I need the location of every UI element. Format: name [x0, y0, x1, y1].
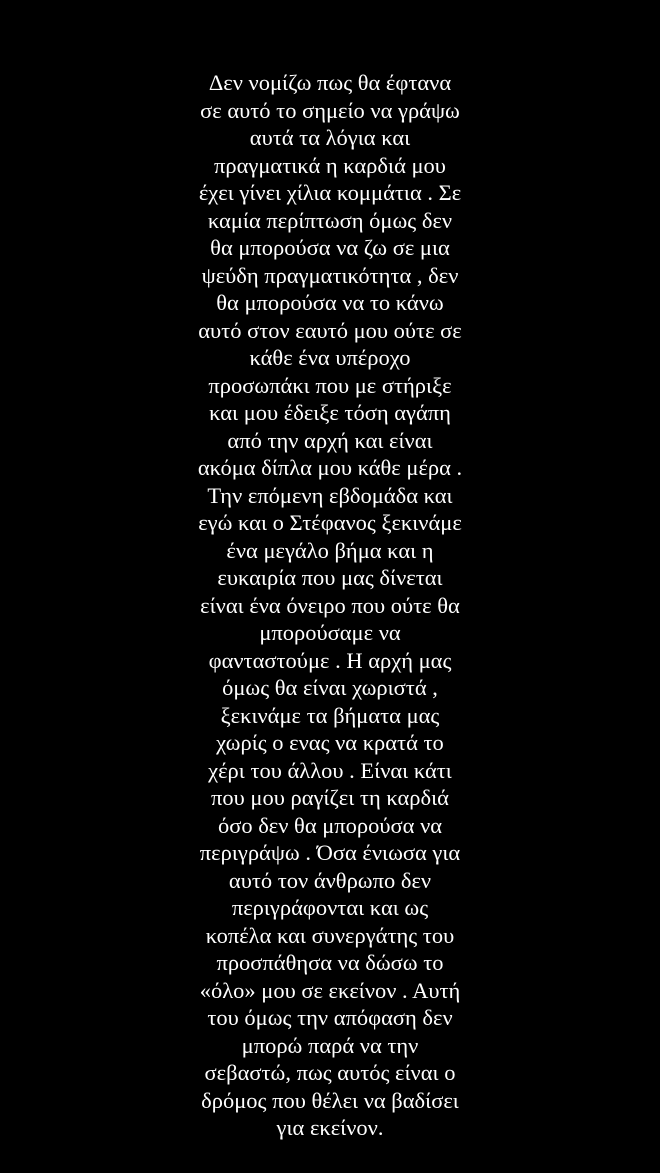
story-text-block [175, 69, 485, 1142]
story-line-14: από την αρχή και είναι [227, 427, 433, 453]
story-line-8: ψεύδη πραγματικότητα , δεν [201, 262, 459, 288]
story-line-24: ξεκινάμε τα βήματα μας [220, 702, 440, 728]
story-line-10: αυτό στον εαυτό μου ούτε σε [198, 317, 462, 343]
story-line-3: αυτά τα λόγια και [249, 125, 411, 150]
story-line-15: ακόμα δίπλα μου κάθε μέρα . [197, 455, 463, 480]
story-line-27: που μου ραγίζει τη καρδιά [211, 785, 449, 810]
story-line-20: είναι ένα όνειρο που ούτε θα [200, 592, 460, 618]
story-line-16: Την επόμενη εβδομάδα και [207, 482, 453, 508]
story-line-18: ένα μεγάλο βήμα και η [226, 537, 434, 563]
story-line-12: προσωπάκι που με στήριξε [208, 372, 452, 398]
story-line-39: για εκείνον. [276, 1115, 384, 1140]
story-line-13: και μου έδειξε τόση αγάπη [209, 400, 451, 425]
story-line-17: εγώ και ο Στέφανος ξεκινάμε [198, 510, 462, 535]
story-line-9: θα μπορούσα να το κάνω [216, 290, 444, 315]
story-line-22: φανταστούμε . Η αρχή μας [208, 647, 452, 673]
story-line-33: προσπάθησα να δώσω το [216, 950, 444, 975]
story-line-31: περιγράφονται και ως [231, 895, 429, 920]
story-line-29: περιγράψω . Όσα ένιωσα για [199, 840, 461, 865]
story-line-2: σε αυτό το σημείο να γράψω [200, 97, 460, 123]
story-line-28: όσο δεν θα μπορούσα να [217, 812, 443, 838]
story-line-19: ευκαιρία που μας δίνεται [217, 565, 443, 590]
story-line-37: σεβαστώ, πως αυτός είναι ο [204, 1060, 456, 1085]
story-line-6: καμία περίπτωση όμως δεν [207, 207, 453, 233]
story-line-25: χωρίς ο ενας να κρατά το [216, 730, 444, 755]
story-line-21: μπορούσαμε να [259, 620, 401, 645]
story-line-30: αυτό τον άνθρωπο δεν [228, 867, 432, 893]
story-line-7: θα μπορούσα να ζω σε μια [210, 235, 450, 260]
story-line-35: του όμως την απόφαση δεν [207, 1005, 453, 1030]
story-line-34: «όλο» μου σε εκείνον . Αυτή [199, 977, 461, 1003]
story-line-4: πραγματικά η καρδιά μου [214, 152, 446, 178]
story-line-36: μπορώ παρά να την [241, 1032, 419, 1058]
story-line-26: χέρι του άλλου . Είναι κάτι [208, 757, 452, 783]
story-line-11: κάθε ένα υπέροχο [249, 345, 411, 370]
story-line-38: δρόμος που θέλει να βαδίσει [201, 1087, 459, 1113]
story-line-32: κοπέλα και συνεργάτης του [205, 922, 455, 948]
story-line-5: έχει γίνει χίλια κομμάτια . Σε [198, 180, 462, 205]
story-line-23: όμως θα είναι χωριστά , [222, 675, 438, 700]
story-line-1: Δεν νομίζω πως θα έφτανα [208, 70, 452, 95]
